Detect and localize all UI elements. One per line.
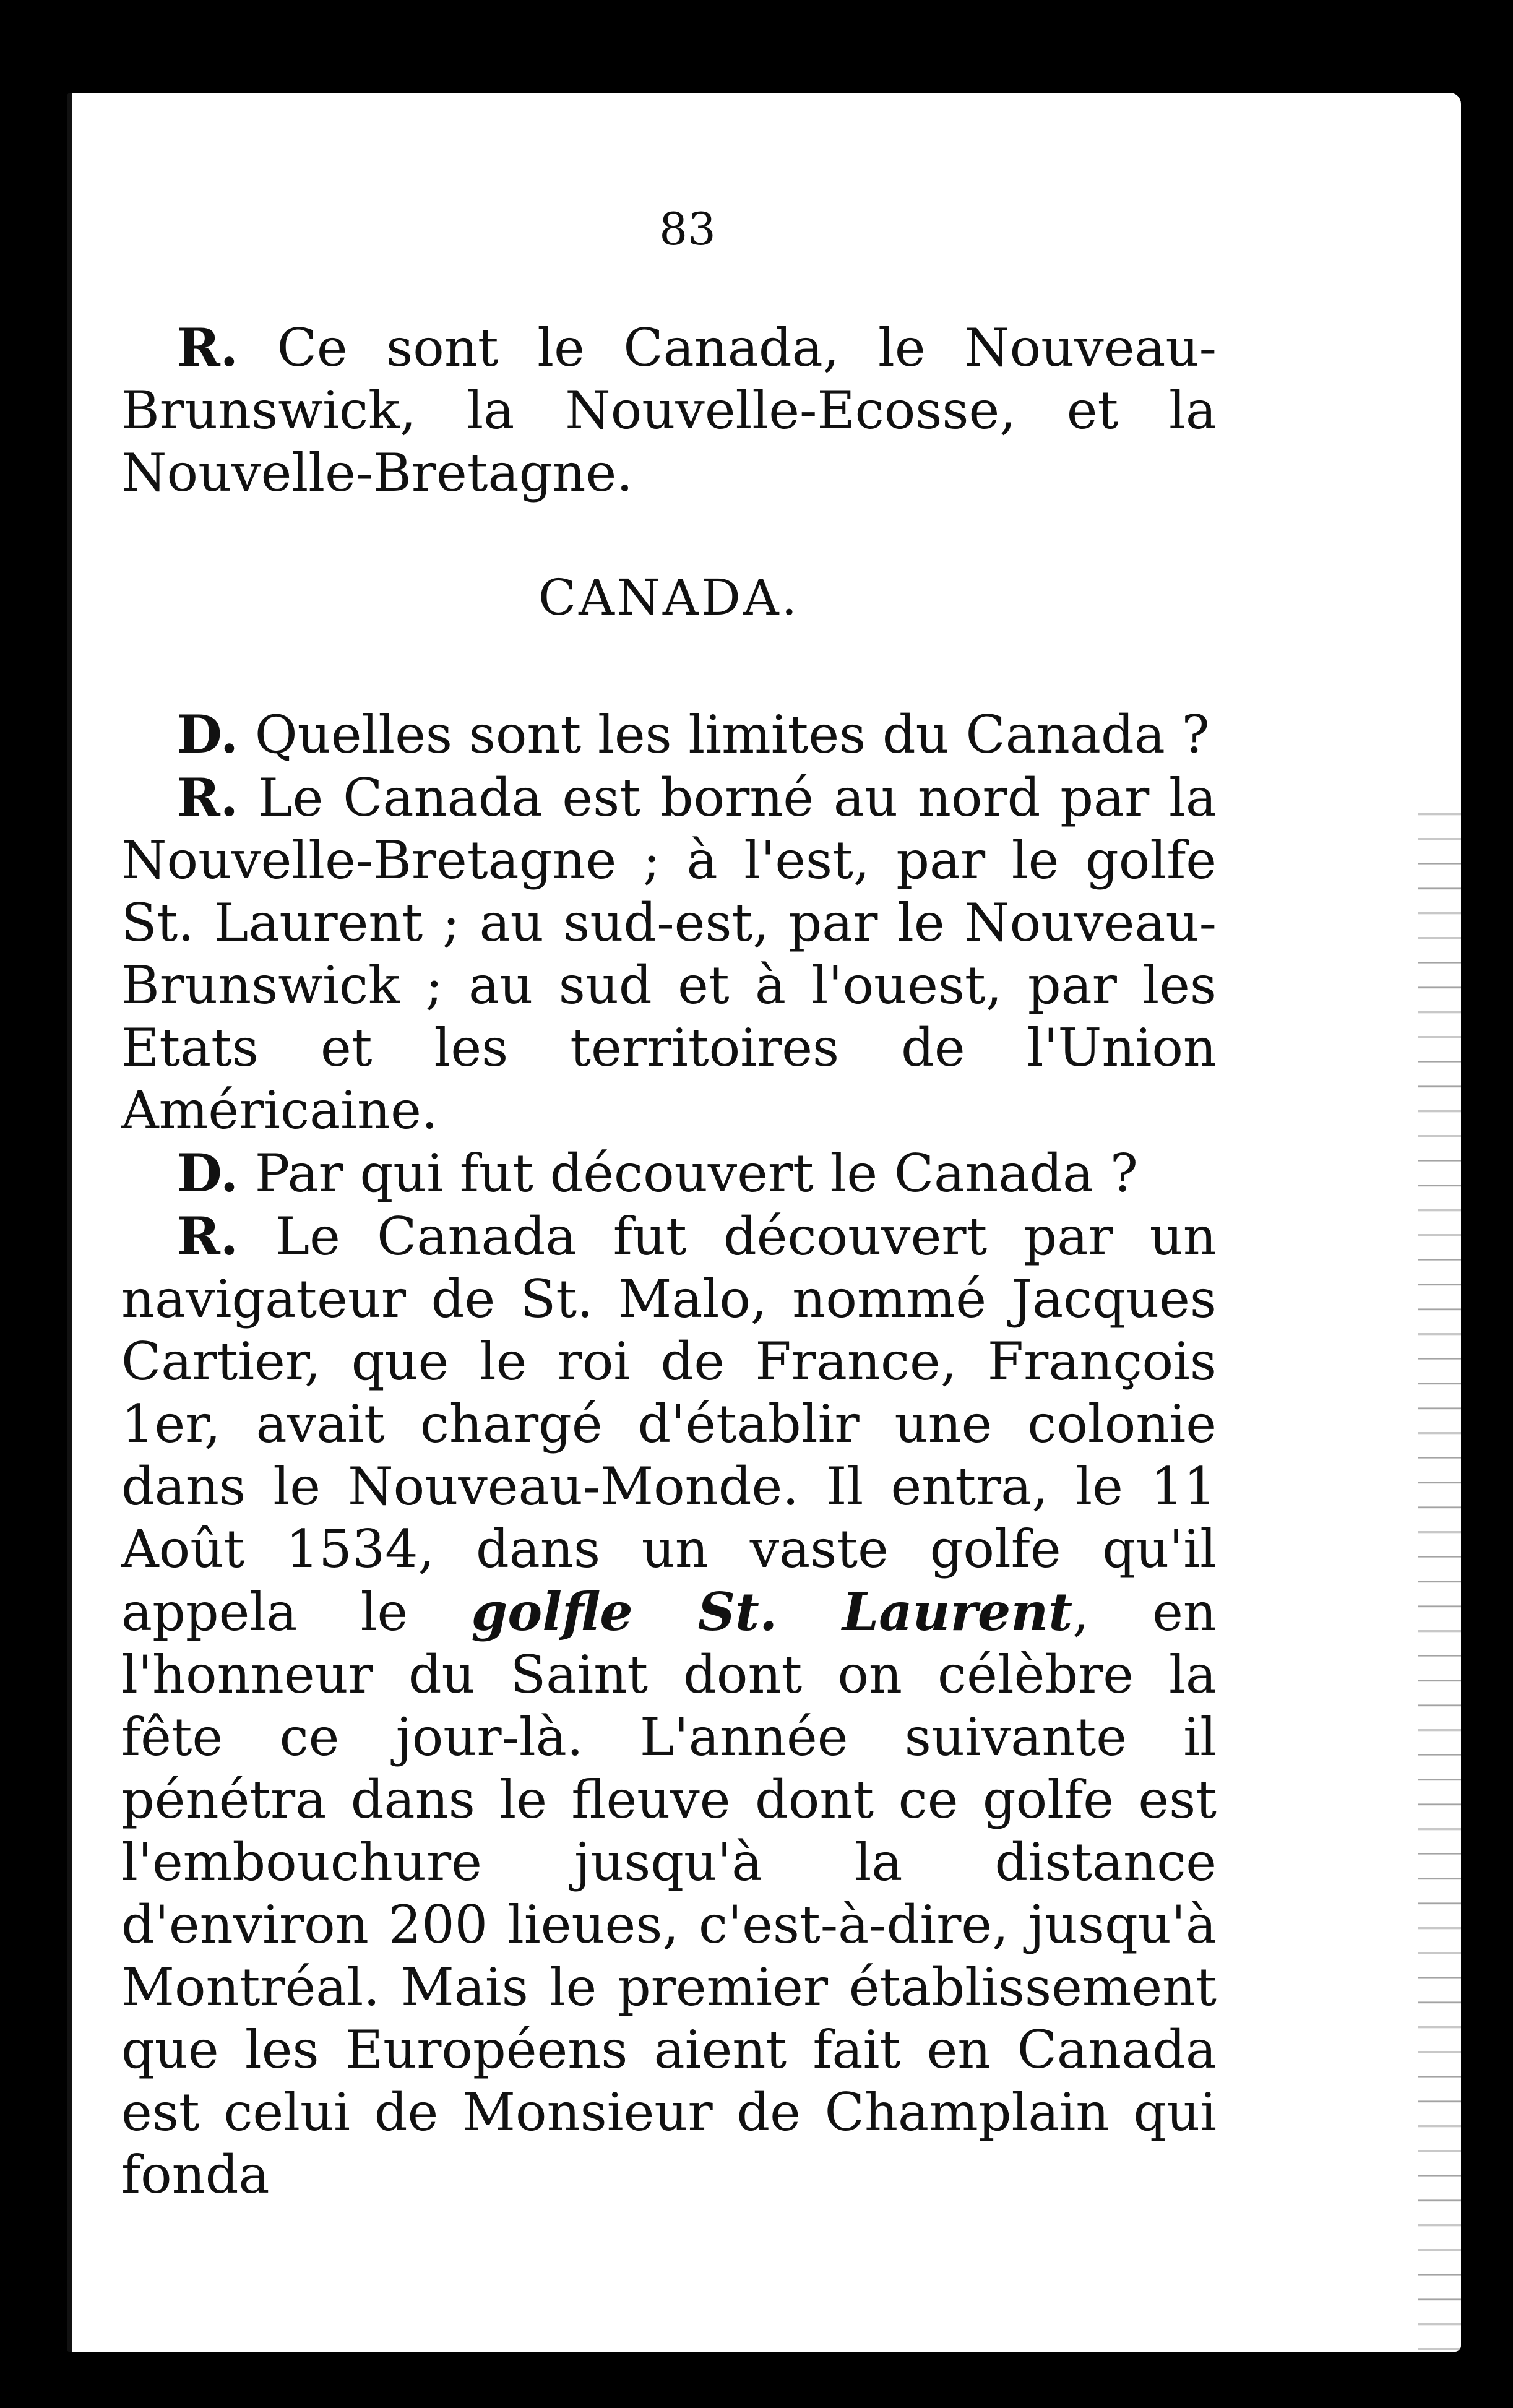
question-marker: D. [177, 1142, 239, 1204]
paragraph-text: Le Canada est borné au nord par la Nouvelle-Bretagne ; à l'est, par le golfe St. Laurent ; au sud-est, par le Nouveau-Brunswick ; au sud et à l'ouest, par les Etats et les territoires de l'Union Américaine. [121, 767, 1217, 1141]
answer-marker: R. [177, 1206, 239, 1267]
answer-marker: R. [177, 767, 239, 828]
answer-marker: R. [177, 317, 239, 378]
paragraph-text-continued: , en l'honneur du Saint dont on célèbre la fête ce jour-là. L'année suivante il pénétra dans le fleuve dont ce golfe est l'embouchure jusqu'à la distance d'environ 200 lieues, c'est-à-dire, jusqu'à Montréal. Mais le premier établissement que les Européens aient fait en Canada est celui de Monsieur de Champlain qui fonda [121, 1582, 1217, 2205]
page-edge-noise [1418, 805, 1461, 2352]
paragraph-question-1 [121, 703, 1217, 766]
paragraph-intro [121, 316, 1217, 504]
section-heading: CANADA. [538, 569, 800, 626]
paragraph-question-2 [121, 1142, 1217, 1205]
page-number: 83 [659, 203, 716, 255]
paragraph-text: Le Canada fut découvert par un navigateur de St. Malo, nommé Jacques Cartier, que le roi de France, François 1er, avait chargé d'établir une colonie dans le Nouveau-Monde. Il entra, le 11 Août 1534, dans un vaste golfe qu'il appela le [121, 1206, 1217, 1642]
paragraph-text: Ce sont le Canada, le Nouveau-Brunswick, la Nouvelle-Ecosse, et la Nouvelle-Bretagne. [121, 317, 1217, 503]
book-page [67, 93, 1461, 2352]
page-content [121, 198, 1217, 2206]
paragraph-text: Par qui fut découvert le Canada ? [254, 1143, 1138, 1204]
paragraph-text: Quelles sont les limites du Canada ? [254, 704, 1210, 765]
paragraph-answer-1 [121, 766, 1217, 1142]
question-marker: D. [177, 704, 239, 765]
paragraph-answer-2 [121, 1205, 1217, 2206]
italic-place-name: golfle St. Laurent [471, 1581, 1073, 1642]
